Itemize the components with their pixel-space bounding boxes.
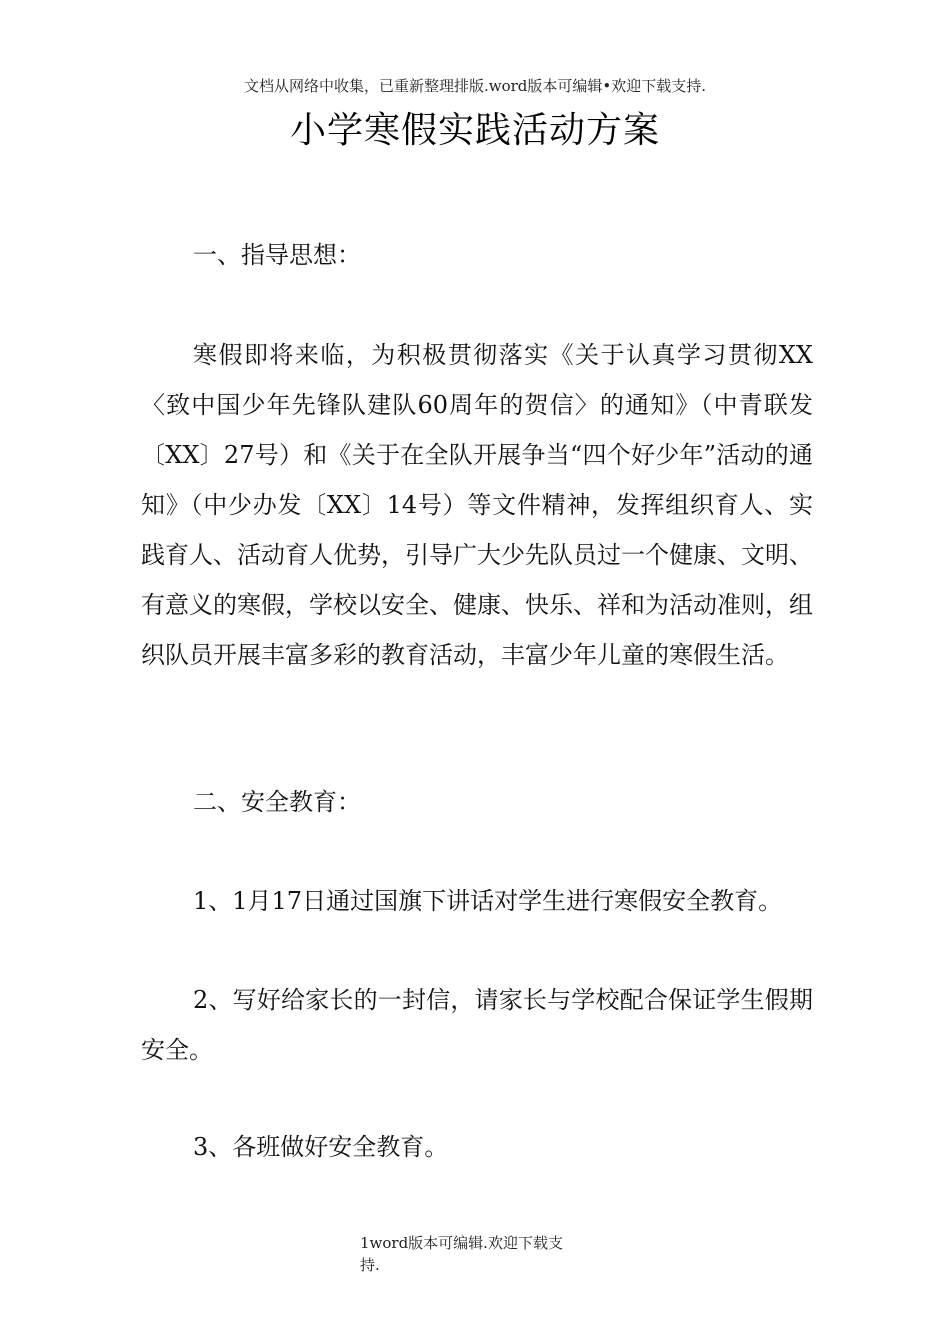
guiding-ideology-paragraph: 寒假即将来临，为积极贯彻落实《关于认真学习贯彻XX〈致中国少年先锋队建队60周年的贺信〉的通知》（中青联发〔XX〕27号）和《关于在全队开展争当“四个好少年”活动的通知》（中少办发〔XX〕14号）等文件精神，发挥组织育人、实践育人、活动育人优势，引导广大少先队员过一个健康、文明、有意义的寒假，学校以安全、健康、快乐、祥和为活动准则，组织队员开展丰富多彩的教育活动，丰富少年儿童的寒假生活。 <box>141 341 813 669</box>
page-footer-line-2: 持. <box>360 1256 380 1274</box>
page-footer-line-1: 1word版本可编辑.欢迎下载支 <box>360 1234 563 1252</box>
safety-item-2: 2、写好给家长的一封信，请家长与学校配合保证学生假期安全。 <box>141 986 813 1064</box>
section-heading-guiding-ideology: 一、指导思想： <box>193 241 361 269</box>
safety-item-1: 1、1月17日通过国旗下讲话对学生进行寒假安全教育。 <box>193 887 783 915</box>
document-title: 小学寒假实践活动方案 <box>289 110 660 151</box>
safety-item-3: 3、各班做好安全教育。 <box>193 1133 449 1161</box>
page-header-note: 文档从网络中收集，已重新整理排版.word版本可编辑•欢迎下载支持. <box>243 77 707 95</box>
section-heading-safety-education: 二、安全教育： <box>193 788 361 816</box>
page-footer <box>360 1232 600 1276</box>
